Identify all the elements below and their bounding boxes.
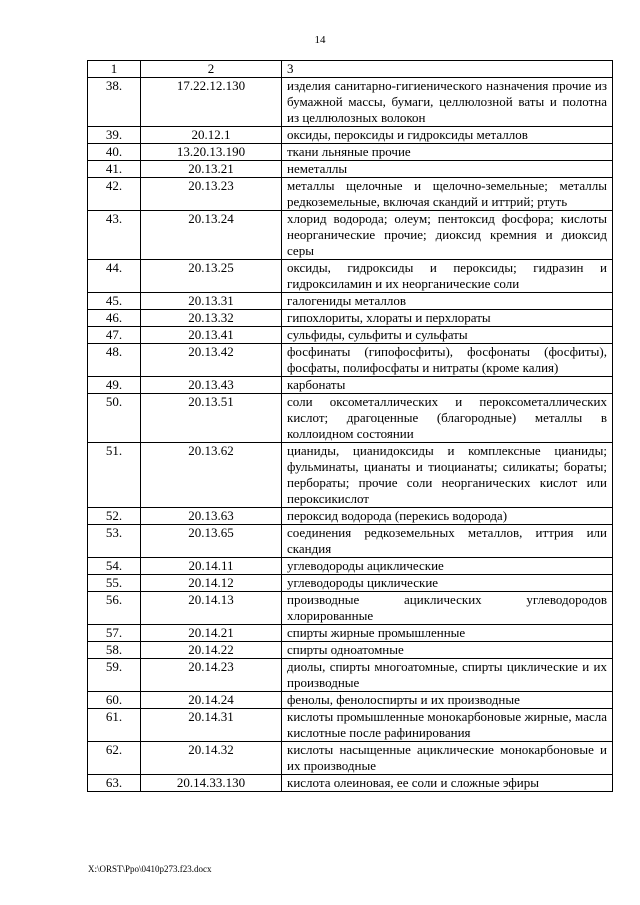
table-row — [88, 659, 613, 692]
table-row — [88, 144, 613, 161]
row-number: 52. — [88, 508, 141, 525]
row-name: неметаллы — [282, 161, 613, 178]
row-number: 48. — [88, 344, 141, 377]
row-code: 20.13.23 — [141, 178, 282, 211]
row-number: 46. — [88, 310, 141, 327]
row-code: 13.20.13.190 — [141, 144, 282, 161]
row-number: 54. — [88, 558, 141, 575]
row-code: 20.14.33.130 — [141, 775, 282, 792]
row-name: соли оксометаллических и пероксометаллических кислот; драгоценные (благородные) металлы в коллоидном состоянии — [282, 394, 613, 443]
table-row — [88, 377, 613, 394]
row-name: кислоты насыщенные ациклические монокарбоновые и их производные — [282, 742, 613, 775]
row-code: 20.14.11 — [141, 558, 282, 575]
table-row — [88, 575, 613, 592]
row-number: 59. — [88, 659, 141, 692]
row-number: 45. — [88, 293, 141, 310]
row-number: 40. — [88, 144, 141, 161]
table-row — [88, 78, 613, 127]
row-code: 20.14.13 — [141, 592, 282, 625]
row-name: углеводороды ациклические — [282, 558, 613, 575]
row-name: оксиды, гидроксиды и пероксиды; гидразин и гидроксиламин и их неорганические соли — [282, 260, 613, 293]
table-row — [88, 592, 613, 625]
table-row — [88, 178, 613, 211]
row-code: 20.14.31 — [141, 709, 282, 742]
row-name: изделия санитарно-гигиенического назначения прочие из бумажной массы, бумаги, целлюлозной ваты и полотна из целлюлозных волокон — [282, 78, 613, 127]
row-name: сульфиды, сульфиты и сульфаты — [282, 327, 613, 344]
row-number: 44. — [88, 260, 141, 293]
row-number: 51. — [88, 443, 141, 508]
page-number: 14 — [314, 34, 326, 46]
table-body — [88, 61, 613, 792]
row-code: 20.13.25 — [141, 260, 282, 293]
row-code: 20.14.24 — [141, 692, 282, 709]
row-name: металлы щелочные и щелочно-земельные; металлы редкоземельные, включая скандий и иттрий; ртуть — [282, 178, 613, 211]
row-code: 20.13.41 — [141, 327, 282, 344]
table-row — [88, 508, 613, 525]
row-name: диолы, спирты многоатомные, спирты циклические и их производные — [282, 659, 613, 692]
row-name: спирты жирные промышленные — [282, 625, 613, 642]
row-code: 20.14.22 — [141, 642, 282, 659]
table-row — [88, 293, 613, 310]
row-code: 20.14.23 — [141, 659, 282, 692]
row-name: соединения редкоземельных металлов, иттрия или скандия — [282, 525, 613, 558]
table-row — [88, 127, 613, 144]
row-code: 20.13.24 — [141, 211, 282, 260]
row-number: 58. — [88, 642, 141, 659]
table-row — [88, 443, 613, 508]
row-code: 20.13.43 — [141, 377, 282, 394]
row-number: 47. — [88, 327, 141, 344]
header-col-3: 3 — [282, 61, 613, 78]
table-row — [88, 525, 613, 558]
table-row — [88, 709, 613, 742]
row-name: кислота олеиновая, ее соли и сложные эфиры — [282, 775, 613, 792]
table-row — [88, 625, 613, 642]
table-row — [88, 310, 613, 327]
products-table — [87, 60, 613, 792]
row-number: 53. — [88, 525, 141, 558]
row-number: 39. — [88, 127, 141, 144]
table-row — [88, 327, 613, 344]
row-code: 20.14.32 — [141, 742, 282, 775]
row-name: фосфинаты (гипофосфиты), фосфонаты (фосфиты), фосфаты, полифосфаты и нитраты (кроме калия) — [282, 344, 613, 377]
row-code: 20.12.1 — [141, 127, 282, 144]
row-number: 43. — [88, 211, 141, 260]
row-code: 20.13.31 — [141, 293, 282, 310]
row-code: 20.13.65 — [141, 525, 282, 558]
row-number: 55. — [88, 575, 141, 592]
table-row — [88, 394, 613, 443]
row-number: 41. — [88, 161, 141, 178]
row-name: кислоты промышленные монокарбоновые жирные, масла кислотные после рафинирования — [282, 709, 613, 742]
row-number: 60. — [88, 692, 141, 709]
row-number: 42. — [88, 178, 141, 211]
file-path-footer: X:\ORST\Ppo\0410p273.f23.docx — [88, 864, 212, 874]
row-name: карбонаты — [282, 377, 613, 394]
header-col-2: 2 — [141, 61, 282, 78]
table-header-row — [88, 61, 613, 78]
row-name: спирты одноатомные — [282, 642, 613, 659]
row-code: 20.13.21 — [141, 161, 282, 178]
row-number: 57. — [88, 625, 141, 642]
row-name: гипохлориты, хлораты и перхлораты — [282, 310, 613, 327]
row-name: ткани льняные прочие — [282, 144, 613, 161]
row-number: 50. — [88, 394, 141, 443]
row-code: 20.13.62 — [141, 443, 282, 508]
table-row — [88, 742, 613, 775]
row-name: пероксид водорода (перекись водорода) — [282, 508, 613, 525]
row-name: оксиды, пероксиды и гидроксиды металлов — [282, 127, 613, 144]
row-number: 49. — [88, 377, 141, 394]
row-code: 17.22.12.130 — [141, 78, 282, 127]
row-code: 20.14.12 — [141, 575, 282, 592]
row-name: фенолы, фенолоспирты и их производные — [282, 692, 613, 709]
row-name: производные ациклических углеводородов хлорированные — [282, 592, 613, 625]
table-row — [88, 161, 613, 178]
row-code: 20.13.63 — [141, 508, 282, 525]
table-row — [88, 642, 613, 659]
row-number: 62. — [88, 742, 141, 775]
row-name: цианиды, цианидоксиды и комплексные цианиды; фульминаты, цианаты и тиоцианаты; силикаты; бораты; пербораты; прочие соли неорганических кислот или пероксикислот — [282, 443, 613, 508]
row-number: 61. — [88, 709, 141, 742]
table-row — [88, 775, 613, 792]
table-row — [88, 344, 613, 377]
row-number: 63. — [88, 775, 141, 792]
table-row — [88, 558, 613, 575]
row-code: 20.13.51 — [141, 394, 282, 443]
table-row — [88, 211, 613, 260]
header-col-1: 1 — [88, 61, 141, 78]
row-code: 20.14.21 — [141, 625, 282, 642]
row-name: углеводороды циклические — [282, 575, 613, 592]
row-number: 56. — [88, 592, 141, 625]
row-name: хлорид водорода; олеум; пентоксид фосфора; кислоты неорганические прочие; диоксид кремния и диоксид серы — [282, 211, 613, 260]
table-row — [88, 260, 613, 293]
row-name: галогениды металлов — [282, 293, 613, 310]
row-number: 38. — [88, 78, 141, 127]
row-code: 20.13.42 — [141, 344, 282, 377]
table-row — [88, 692, 613, 709]
row-code: 20.13.32 — [141, 310, 282, 327]
